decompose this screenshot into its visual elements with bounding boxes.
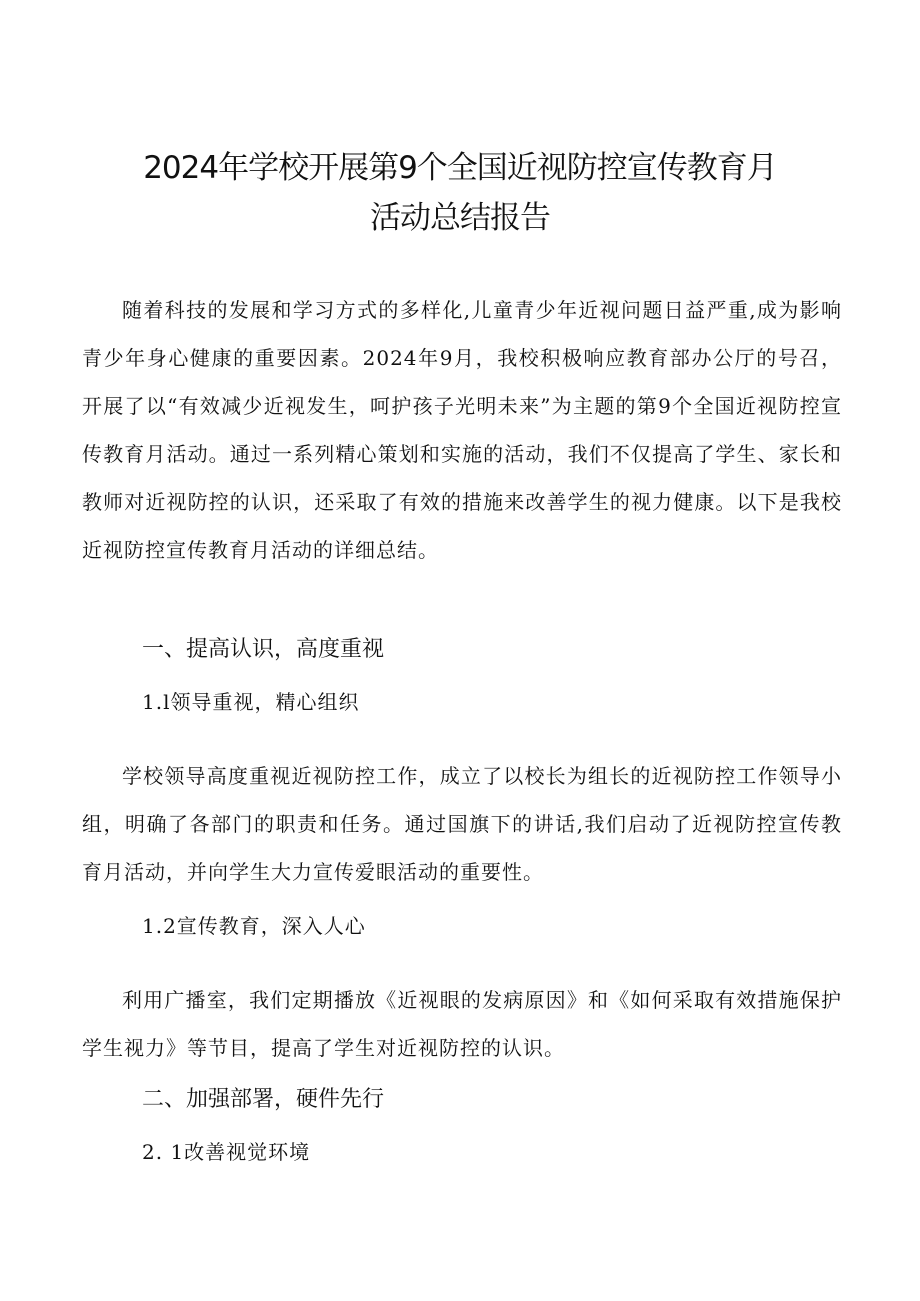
section-heading-2: 二、加强部署，硬件先行 bbox=[142, 1087, 385, 1112]
document-title-line-1: 2024年学校开展第9个全国近视防控宣传教育月 bbox=[143, 150, 777, 186]
subsection-heading-1-2: 1.2宣传教育，深入人心 bbox=[142, 914, 366, 938]
subsection-paragraph-1-2: 利用广播室，我们定期播放《近视眼的发病原因》和《如何采取有效措施保护学生视力》等节目，提高了学生对近视防控的认识。 bbox=[82, 988, 842, 1060]
subsection-heading-1-1: 1.l领导重视，精心组织 bbox=[142, 690, 360, 714]
subsection-heading-2-1: 2. 1改善视觉环境 bbox=[142, 1140, 311, 1164]
document-title-line-2: 活动总结报告 bbox=[370, 200, 550, 236]
section-heading-1: 一、提高认识，高度重视 bbox=[142, 637, 385, 662]
intro-paragraph: 随着科技的发展和学习方式的多样化,儿童青少年近视问题日益严重,成为影响青少年身心健康的重要因素。2024年9月，我校积极响应教育部办公厅的号召，开展了以“有效减少近视发生，呵护孩子光明未来”为主题的第9个全国近视防控宣传教育月活动。通过一系列精心策划和实施的活动，我们不仅提高了学生、家长和教师对近视防控的认识，还采取了有效的措施来改善学生的视力健康。以下是我校近视防控宣传教育月活动的详细总结。 bbox=[82, 298, 842, 562]
subsection-paragraph-1-1: 学校领导高度重视近视防控工作，成立了以校长为组长的近视防控工作领导小组，明确了各部门的职责和任务。通过国旗下的讲话,我们启动了近视防控宣传教育月活动，并向学生大力宣传爱眼活动的重要性。 bbox=[82, 764, 842, 884]
